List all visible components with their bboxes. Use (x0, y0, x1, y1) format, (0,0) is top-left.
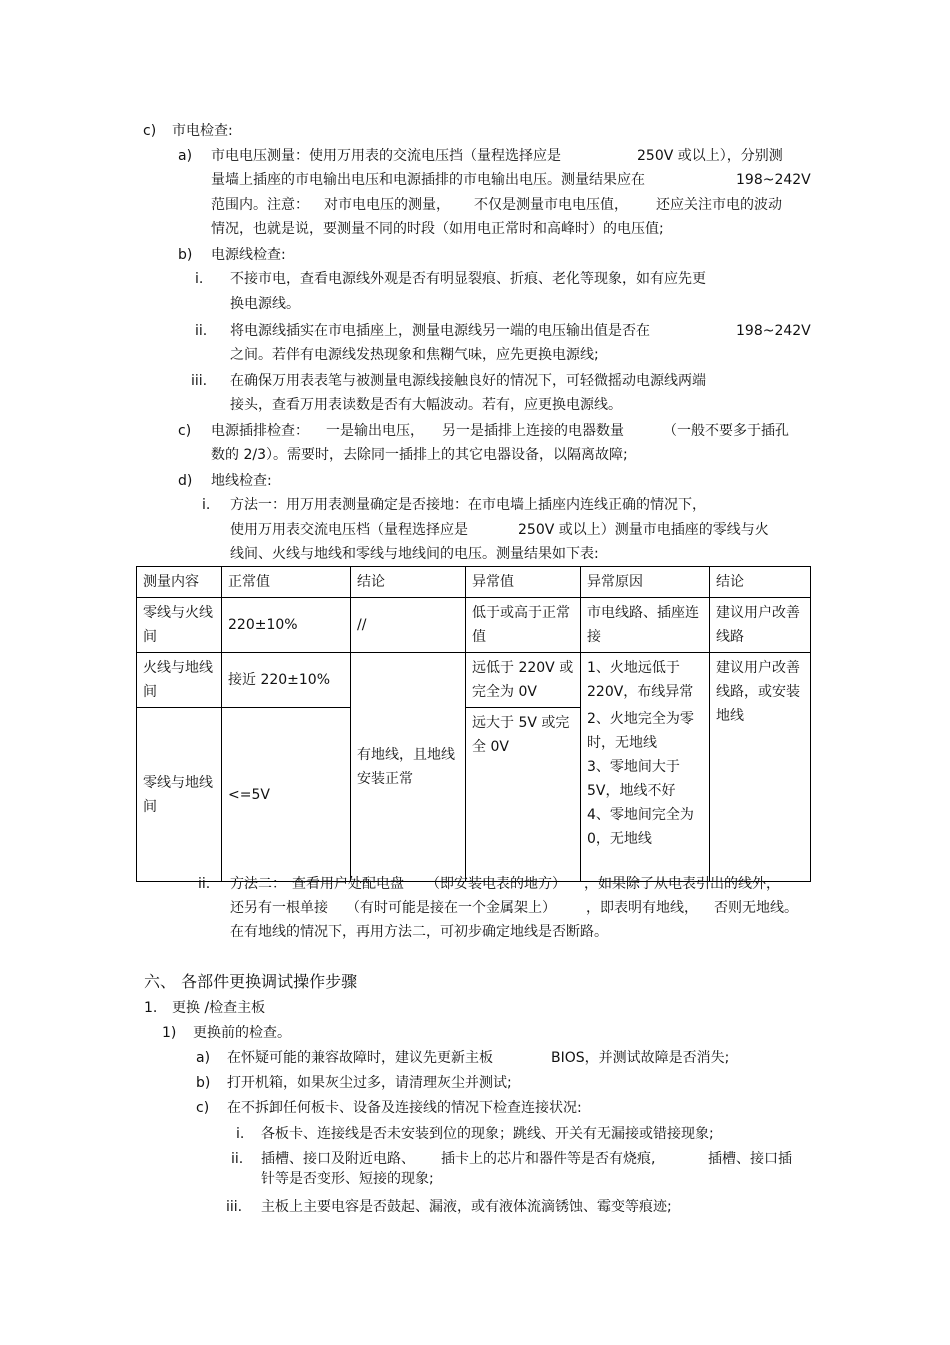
paragraph-line: 还应关注市电的波动 (656, 197, 782, 213)
paragraph-line: 对市电电压的测量， (324, 197, 450, 213)
paragraph-line: 250V 或以上），分别测 (637, 148, 783, 164)
paragraph-line: 一是输出电压， (326, 423, 424, 439)
paragraph-line: 198~242V (736, 172, 811, 188)
cause-text: 2、火地完全为零时，无地线 (587, 711, 694, 751)
paragraph-line: 之间。若伴有电源线发热现象和焦糊气味，应先更换电源线; (230, 347, 599, 363)
table-header-cell: 结论 (351, 567, 466, 598)
list-marker: a) (196, 1050, 211, 1066)
list-marker: c) (178, 423, 192, 439)
paragraph-line: 在确保万用表表笔与被测量电源线接触良好的情况下，可轻微摇动电源线两端 (230, 373, 706, 389)
paragraph-line: ，如果除了从电表引出的线外， (584, 876, 780, 892)
paragraph-line: 198~242V (736, 323, 811, 339)
subsection-title: 电源线检查: (211, 247, 286, 263)
table-header-cell: 异常原因 (581, 567, 710, 598)
paragraph-line: 方法二： (230, 876, 286, 892)
list-marker: iii. (191, 373, 208, 389)
paragraph-line: 将电源线插实在市电插座上，测量电源线另一端的电压输出值是否在 (230, 323, 650, 339)
paragraph-line: （一般不要多于插孔 (663, 423, 789, 439)
subsection-title: 更换前的检查。 (193, 1025, 291, 1041)
table-cell: 接近 220±10% (222, 653, 351, 708)
table-header-row (137, 567, 811, 598)
table-cell: 零线与地线间 (137, 708, 222, 882)
paragraph-line: 量墙上插座的市电输出电压和电源插排的市电输出电压。测量结果应在 (211, 172, 645, 188)
table-header-cell: 测量内容 (137, 567, 222, 598)
paragraph-line: 各板卡、连接线是否未安装到位的现象；跳线、开关有无漏接或错接现象; (261, 1126, 714, 1142)
list-marker: b) (196, 1075, 211, 1091)
table-row (137, 653, 811, 708)
paragraph-line: 在不拆卸任何板卡、设备及连接线的情况下检查连接状况: (227, 1100, 582, 1116)
table-cell: // (351, 598, 466, 653)
paragraph-line: 不仅是测量市电电压值， (474, 197, 628, 213)
paragraph-line: 查看用户处配电盘 (292, 876, 404, 892)
paragraph-line: 不接市电，查看电源线外观是否有明显裂痕、折痕、老化等现象，如有应先更 (230, 271, 706, 287)
table-cell: 零线与火线间 (137, 598, 222, 653)
paragraph-line: 主板上主要电容是否鼓起、漏液，或有液体流滴锈蚀、霉变等痕迹; (261, 1199, 672, 1215)
paragraph-line: 情况，也就是说，要测量不同的时段（如用电正常时和高峰时）的电压值; (211, 221, 664, 237)
list-marker: 1. (144, 1000, 158, 1016)
list-marker: i. (236, 1126, 245, 1142)
list-marker: c) (196, 1100, 210, 1116)
paragraph-line: 使用万用表交流电压档（量程选择应是 (230, 522, 468, 538)
paragraph-line: 线间、火线与地线和零线与地线间的电压。测量结果如下表: (230, 546, 599, 562)
table-header-cell: 结论 (710, 567, 811, 598)
table-cell (581, 653, 710, 882)
paragraph-line: 市电电压测量：使用万用表的交流电压挡（量程选择应是 (211, 148, 561, 164)
paragraph-line: 插槽、接口及附近电路、 (261, 1151, 415, 1167)
voltage-measurement-table (136, 566, 811, 882)
list-marker: ii. (231, 1151, 244, 1167)
list-marker: i. (202, 497, 211, 513)
paragraph-line: 250V 或以上）测量市电插座的零线与火 (518, 522, 769, 538)
paragraph-line: ，即表明有地线， (586, 900, 698, 916)
list-marker: b) (178, 247, 193, 263)
table-cell: 220±10% (222, 598, 351, 653)
paragraph-line: 插槽、接口插 (708, 1151, 792, 1167)
table-cell: 建议用户改善线路 (710, 598, 811, 653)
table-cell: 建议用户改善线路，或安装地线 (710, 653, 811, 882)
paragraph-line: 数的 2/3）。需要时，去除同一插排上的其它电器设备，以隔离故障; (211, 447, 628, 463)
table-cell: 有地线，且地线安装正常 (351, 653, 466, 882)
paragraph-line: 插卡上的芯片和器件等是否有烧痕, (441, 1151, 656, 1167)
list-marker: iii. (226, 1199, 243, 1215)
table-cell: 市电线路、插座连接 (581, 598, 710, 653)
list-marker: i. (195, 271, 204, 287)
paragraph-line: 打开机箱，如果灰尘过多，请清理灰尘并测试; (227, 1075, 512, 1091)
paragraph-line: （即安装电表的地方） (426, 876, 566, 892)
table-header-cell: 正常值 (222, 567, 351, 598)
subsection-title: 地线检查: (211, 473, 272, 489)
paragraph-line: 接头，查看万用表读数是否有大幅波动。若有，应更换电源线。 (230, 397, 622, 413)
list-marker: d) (178, 473, 193, 489)
section-heading: 六、 各部件更换调试操作步骤 (144, 972, 358, 991)
list-marker: a) (178, 148, 193, 164)
table-cell: 远低于 220V 或完全为 0V (466, 653, 581, 708)
cause-text: 1、火地远低于 220V，布线异常 (587, 660, 694, 700)
paragraph-line: 换电源线。 (230, 296, 300, 312)
section-title: 市电检查: (172, 123, 233, 139)
paragraph-line: 在怀疑可能的兼容故障时，建议先更新主板 (227, 1050, 493, 1066)
paragraph-line: 电源插排检查： (211, 423, 309, 439)
paragraph-line: 在有地线的情况下，再用方法二，可初步确定地线是否断路。 (230, 924, 608, 940)
table-cell: <=5V (222, 708, 351, 882)
paragraph-line: 针等是否变形、短接的现象; (261, 1171, 434, 1187)
paragraph-line: BIOS，并测试故障是否消失; (551, 1050, 730, 1066)
table-row (137, 598, 811, 653)
paragraph-line: 还另有一根单接 (230, 900, 328, 916)
table-cell: 远大于 5V 或完全 0V (466, 708, 581, 882)
list-marker: 1) (162, 1025, 177, 1041)
paragraph-line: 否则无地线。 (714, 900, 798, 916)
table-header-cell: 异常值 (466, 567, 581, 598)
paragraph-line: 方法一：用万用表测量确定是否接地：在市电墙上插座内连线正确的情况下， (230, 497, 706, 513)
table-cell: 低于或高于正常值 (466, 598, 581, 653)
table-cell: 火线与地线间 (137, 653, 222, 708)
paragraph-line: （有时可能是接在一个金属架上） (346, 900, 556, 916)
cause-text: 3、零地间大于 5V，地线不好 (587, 759, 680, 799)
cause-text: 4、零地间完全为 0，无地线 (587, 807, 694, 847)
subsection-title: 更换 /检查主板 (172, 1000, 266, 1016)
list-marker: ii. (198, 876, 211, 892)
paragraph-line: 范围内。注意： (211, 197, 309, 213)
list-marker: c) (143, 123, 157, 139)
paragraph-line: 另一是插排上连接的电器数量 (442, 423, 624, 439)
list-marker: ii. (195, 323, 208, 339)
